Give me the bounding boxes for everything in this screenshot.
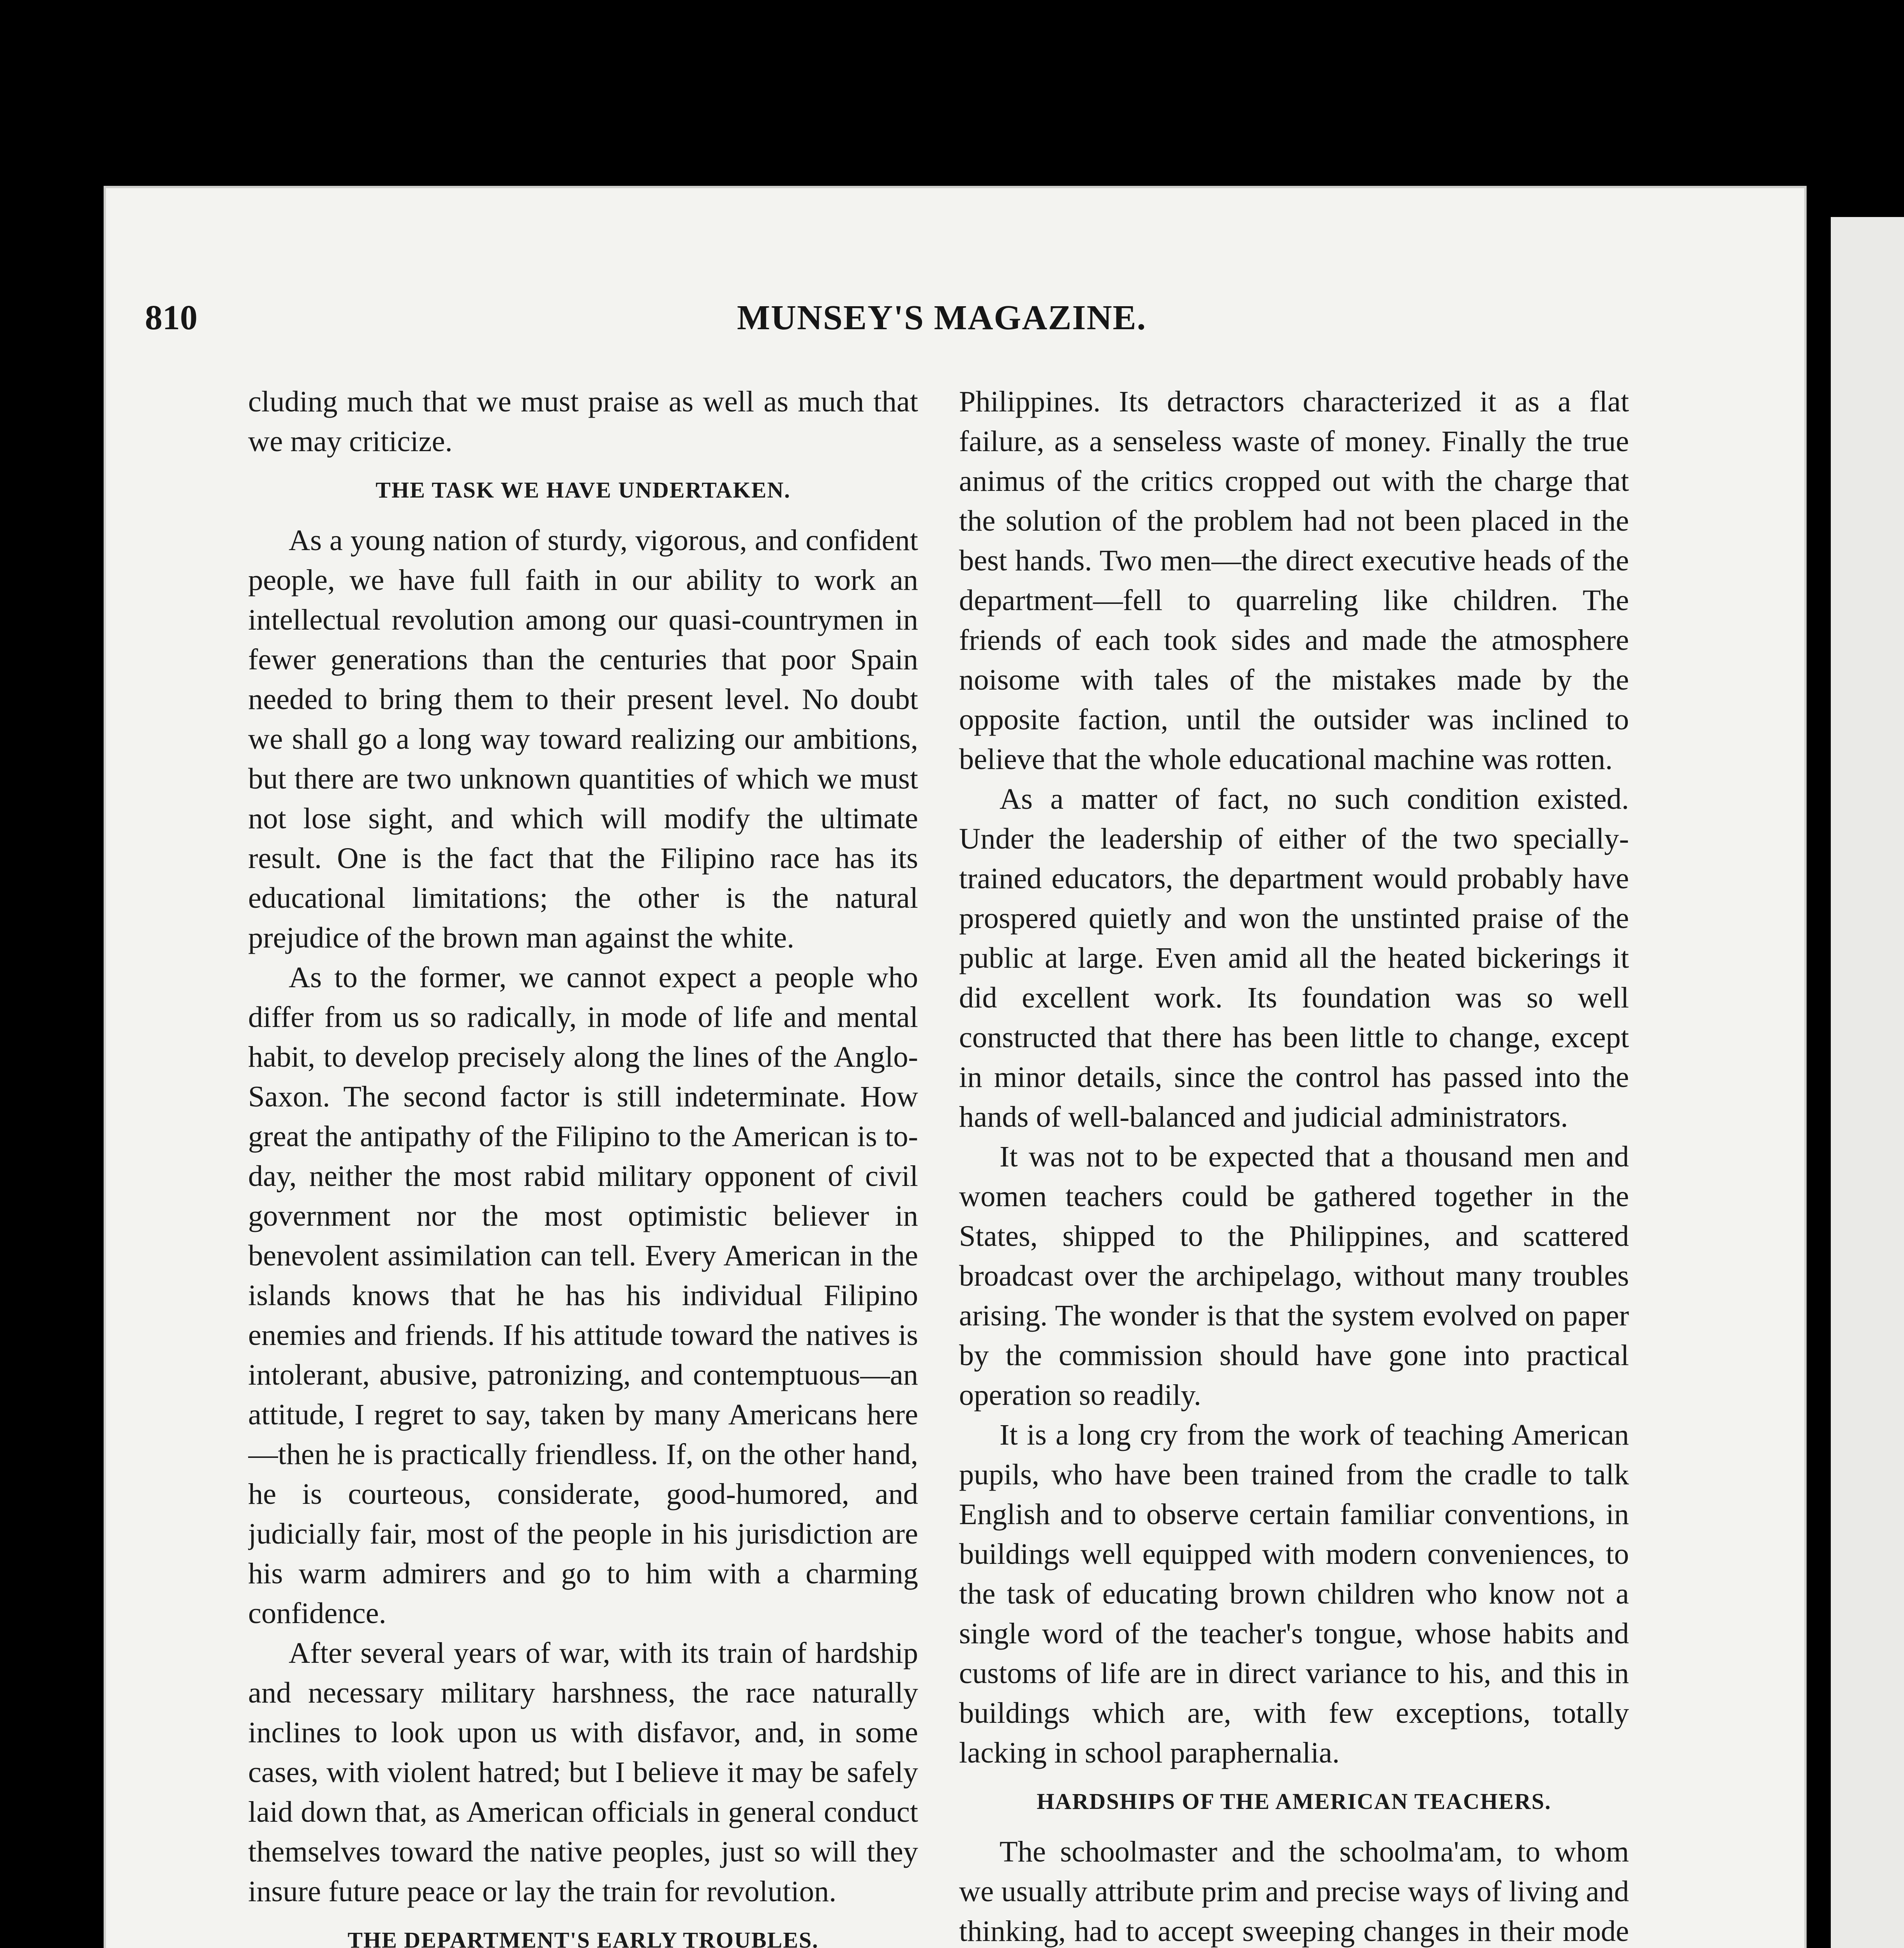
page-header: [145, 298, 1703, 341]
paragraph: cluding much that we must praise as well as much that we may criticize.: [248, 385, 918, 458]
paragraph: The schoolmaster and the schoolma'am, to whom we usually attribute prim and precise ways of living and thinking, had to accept sweeping changes in their mode: [959, 1835, 1629, 1948]
paragraph: Philippines. Its detractors characterized it as a flat failure, as a senseless waste of money. Finally the true animus of the critics cropped out with the charge that the solution of the problem had not been placed in the best hands. Two men—the direct executive heads of the department—fell to quarreling like children. The friends of each took sides and made the atmosphere noisome with tales of the mistakes made by the opposite faction, until the outsider was inclined to believe that the whole educational machine was rotten.: [959, 385, 1629, 776]
running-head: MUNSEY'S MAGAZINE.: [737, 298, 1147, 337]
paragraph: As to the former, we cannot expect a people who differ from us so radically, in mode of life and mental habit, to develop precisely along the lines of the Anglo-Saxon. The second factor is still indeterminate. How great the antipathy of the Filipino to the American is to-day, neither the most rabid military opponent of civil government nor the most optimistic believer in benevolent assimilation can tell. Every American in the islands knows that he has his individual Filipino enemies and friends. If his attitude toward the natives is intolerant, abusive, patronizing, and contemptuous—an attitude, I regret to say, taken by many Americans here—then he is practically friendless. If, on the other hand, he is courteous, considerate, good-humored, and judicially fair, most of the people in his jurisdiction are his warm admirers and go to him with a charming confidence.: [248, 961, 918, 1630]
section-heading: HARDSHIPS OF THE AMERICAN TEACHERS.: [1037, 1789, 1551, 1814]
page-number: 810: [145, 298, 197, 337]
paragraph: As a matter of fact, no such condition existed. Under the leadership of either of the two specially-trained educators, the department would probably have prospered quietly and won the unstinted praise of the public at large. Even amid all the heated bickerings it did excellent work. Its foundation was so well constructed that there has been little to change, except in minor details, since the control has passed into the hands of well-balanced and judicial administrators.: [959, 782, 1629, 1133]
adjacent-page-edge: [1831, 217, 1904, 1948]
left-column: [248, 382, 918, 1948]
section-heading: THE DEPARTMENT'S EARLY TROUBLES.: [347, 1927, 819, 1948]
right-column: [959, 382, 1629, 1948]
paragraph: After several years of war, with its train of hardship and necessary military harshness, the race naturally inclines to look upon us with disfavor, and, in some cases, with violent hatred; but I believe it may be safely laid down that, as American officials in general conduct themselves toward the native peoples, just so will they insure future peace or lay the train for revolution.: [248, 1636, 918, 1908]
paragraph: As a young nation of sturdy, vigorous, and confident people, we have full faith in our ability to work an intellectual revolution among our quasi-countrymen in fewer generations than the centuries that poor Spain needed to bring them to their present level. No doubt we shall go a long way toward realizing our ambitions, but there are two unknown quantities of which we must not lose sight, and which will modify the ultimate result. One is the fact that the Filipino race has its educational limitations; the other is the natural prejudice of the brown man against the white.: [248, 524, 918, 954]
paragraph: It is a long cry from the work of teaching American pupils, who have been trained from the cradle to talk English and to observe certain familiar conventions, in buildings well equipped with modern conveniences, to the task of educating brown children who know not a single word of the teacher's tongue, whose habits and customs of life are in direct variance to his, and this in buildings which are, with few exceptions, totally lacking in school paraphernalia.: [959, 1418, 1629, 1769]
paragraph: It was not to be expected that a thousand men and women teachers could be gathered together in the States, shipped to the Philippines, and scattered broadcast over the archipelago, without many troubles arising. The wonder is that the system evolved on paper by the commission should have gone into practical operation so readily.: [959, 1140, 1629, 1412]
section-heading: THE TASK WE HAVE UNDERTAKEN.: [376, 477, 791, 503]
